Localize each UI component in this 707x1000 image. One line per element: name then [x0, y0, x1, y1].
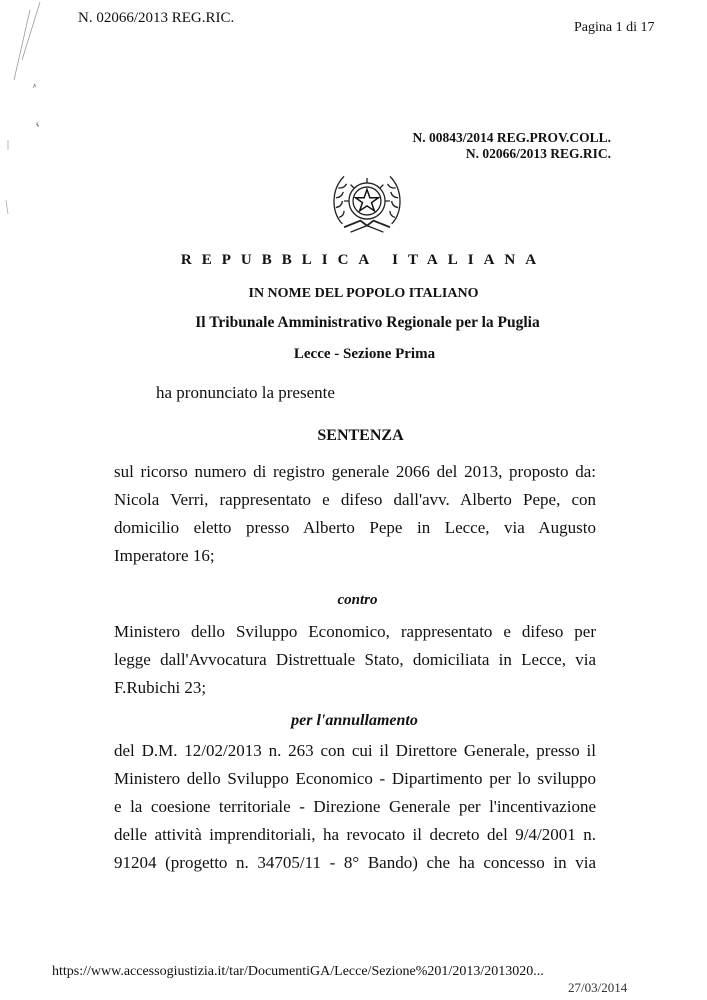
annullamento-line: 91204 (progetto n. 34705/11 - 8° Bando) che ha concesso in via — [114, 853, 596, 872]
header-reg-number: N. 02066/2013 REG.RIC. — [78, 10, 235, 26]
ricorso-paragraph — [114, 458, 596, 570]
margin-scratch-marks — [0, 0, 60, 260]
ricorso-line: Imperatore 16; — [114, 546, 215, 565]
contro-line: Ministero dello Sviluppo Economico, rappresentato e difeso per — [114, 622, 596, 641]
ricorso-line: sul ricorso numero di registro generale 2066 del 2013, proposto da: — [114, 462, 596, 481]
annullamento-line: delle attività imprenditoriali, ha revocato il decreto del 9/4/2001 n. — [114, 825, 596, 844]
republic-heading: REPUBBLICA ITALIANA — [180, 252, 547, 268]
ricorso-line: Nicola Verri, rappresentato e difeso dall'avv. Alberto Pepe, con — [114, 490, 596, 509]
registry-block — [412, 130, 611, 162]
ricorso-line: domicilio eletto presso Alberto Pepe in Lecce, via Augusto — [114, 518, 596, 537]
popolo-heading: IN NOME DEL POPOLO ITALIANO — [248, 286, 479, 301]
contro-paragraph — [114, 618, 596, 702]
prov-coll-number: N. 00843/2014 REG.PROV.COLL. — [412, 130, 611, 145]
contro-heading: contro — [337, 592, 378, 608]
document-title: SENTENZA — [317, 427, 404, 444]
footer-url: https://www.accessogiustizia.it/tar/DocumentiGA/Lecce/Sezione%201/2013/2013020... — [52, 964, 544, 979]
tribunale-heading: Il Tribunale Amministrativo Regionale per la Puglia — [195, 314, 540, 331]
annullamento-line: del D.M. 12/02/2013 n. 263 con cui il Direttore Generale, presso il — [114, 741, 596, 760]
intro-text: ha pronunciato la presente — [156, 383, 335, 402]
reg-ric-number: N. 02066/2013 REG.RIC. — [465, 146, 611, 161]
sezione-heading: Lecce - Sezione Prima — [293, 346, 436, 362]
annullamento-paragraph — [114, 737, 596, 877]
contro-line: F.Rubichi 23; — [114, 678, 207, 697]
page-indicator: Pagina 1 di 17 — [574, 20, 655, 35]
annullamento-line: e la coesione territoriale - Direzione Generale per l'incentivazione — [114, 797, 596, 816]
contro-line: legge dall'Avvocatura Distrettuale Stato, domiciliata in Lecce, via — [114, 650, 596, 669]
footer-date: 27/03/2014 — [568, 980, 628, 995]
annullamento-line: Ministero dello Sviluppo Economico - Dipartimento per lo sviluppo — [114, 769, 596, 788]
italian-republic-emblem-icon — [326, 160, 408, 242]
annullamento-heading: per l'annullamento — [291, 712, 418, 729]
